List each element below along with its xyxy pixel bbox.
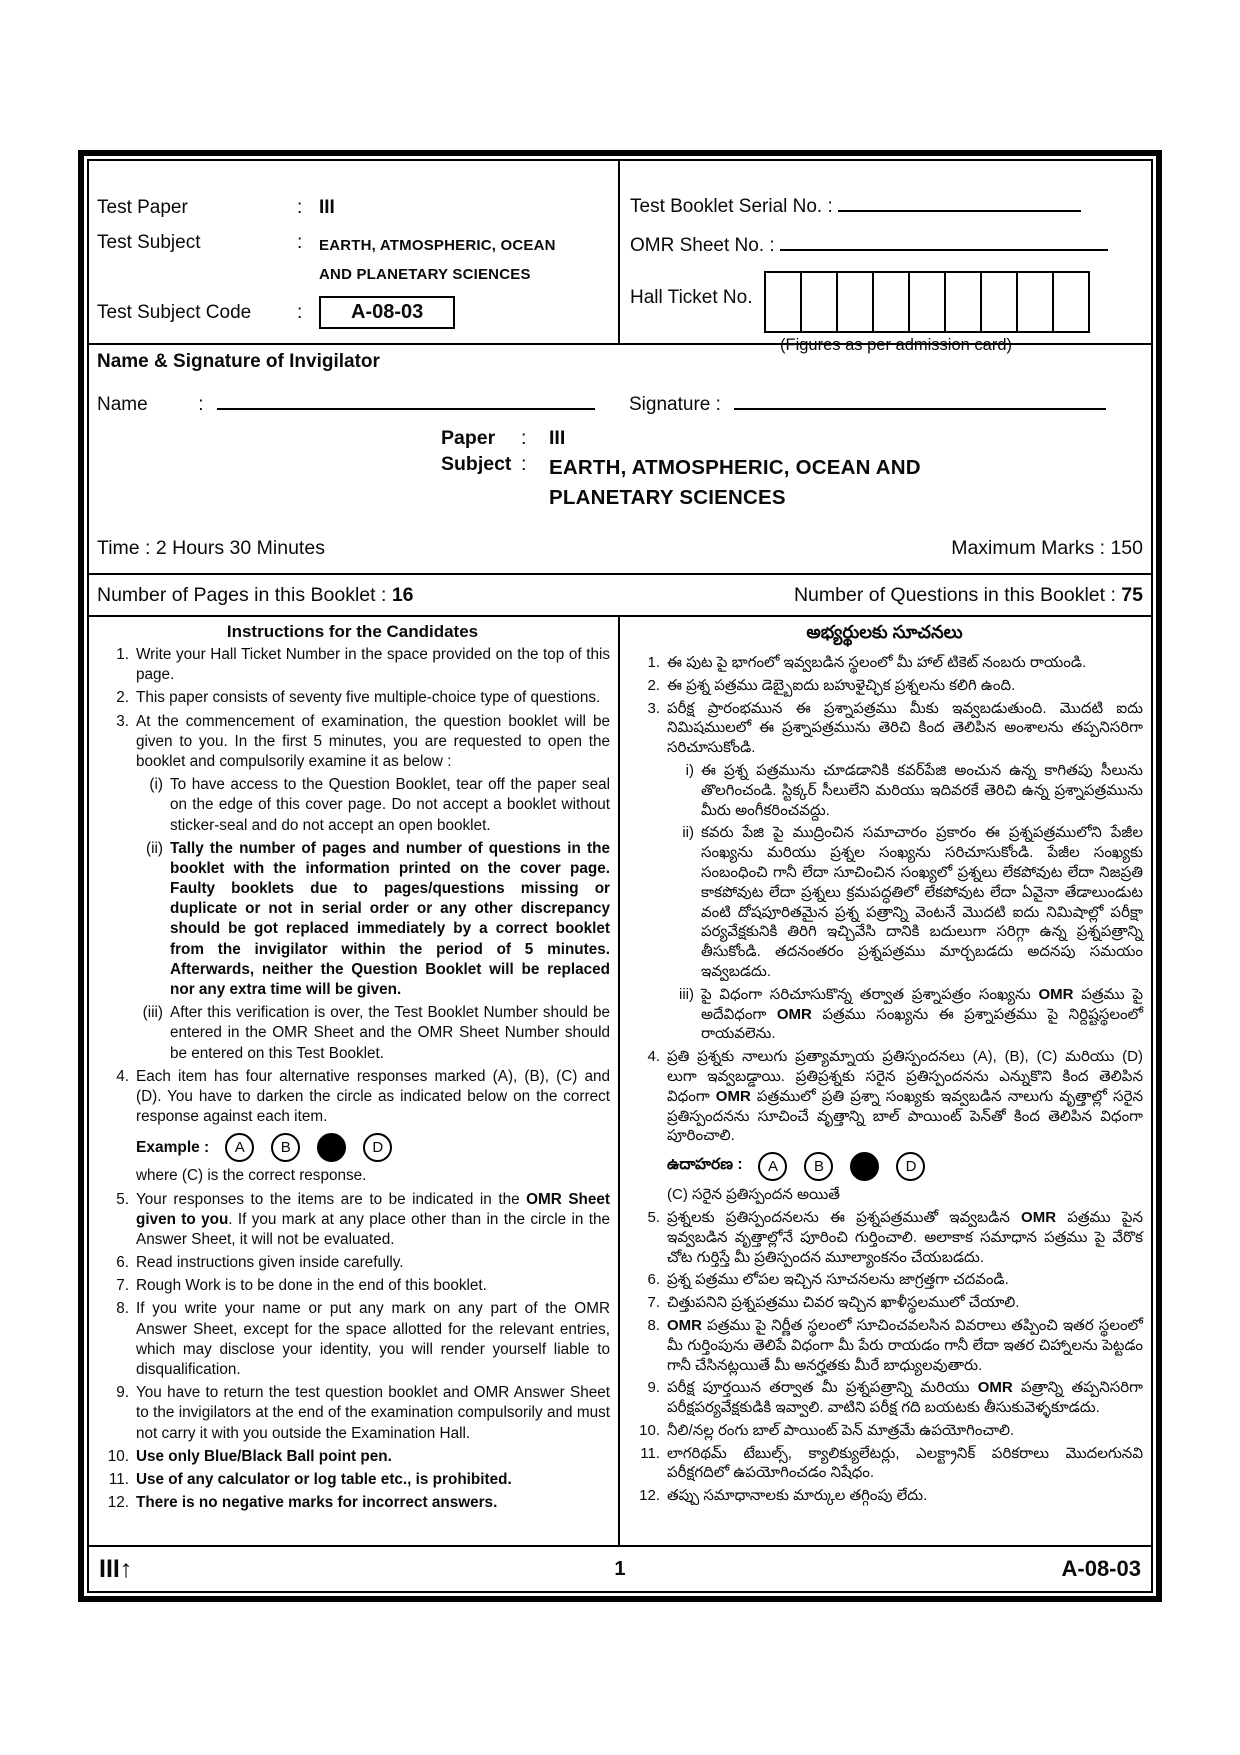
item-text: Use only Blue/Black Ball point pen.: [136, 1447, 392, 1465]
booklet-serial-blank-line: [838, 193, 1081, 212]
instruction-item: [95, 1299, 610, 1380]
item-text: After this verification is over, the Test Booklet Number should be entered in the OMR Sheet and the OMR Sheet Number should be entered on this Test Booklet.: [170, 1004, 610, 1062]
pages-questions-row: [89, 573, 1151, 617]
test-subject-code-row: [97, 302, 614, 329]
item-number: 8.: [647, 1316, 660, 1334]
test-subject-label: Test Subject: [97, 232, 201, 253]
instruction-item: [95, 1447, 610, 1467]
omr-sheet-no-row: [630, 232, 1143, 257]
test-subject-code-box: [319, 296, 455, 329]
instruction-item: [626, 653, 1143, 673]
item-text: తప్పు సమాధానాలకు మార్కుల తగ్గింపు లేదు.: [667, 1487, 928, 1505]
item-number: 12.: [107, 1494, 129, 1512]
instruction-item: [95, 712, 610, 773]
option-circle-d: D: [363, 1133, 392, 1162]
instruction-item: [95, 1493, 610, 1513]
item-number: 3.: [647, 699, 660, 717]
signature-blank-line: [734, 391, 1106, 410]
hall-ticket-cell: [874, 273, 910, 331]
instruction-item: [626, 1378, 1143, 1418]
item-number: [626, 1185, 667, 1205]
item-text: There is no negative marks for incorrect answers.: [136, 1494, 498, 1512]
subject-value-line1: EARTH, ATMOSPHERIC, OCEAN AND: [549, 456, 921, 479]
item-text: కవరు పేజి పై ముద్రించిన సమాచారం ప్రకారం ఈ ప్రశ్నపత్రములోని పేజీల సంఖ్యను మరియు ప్రశ్నల సంఖ్యను సరిచూసుకోండి. పేజీల సంఖ్యకు సంబంధించి గానీ లేదా సూచించిన సంఖ్యలో ప్రశ్నలు లేకపోవుట లేదా నిజప్రతి కాకపోవుట లేదా ప్రశ్నలు క్రమపద్ధతిలో లేకపోవుట లేదా ఏవైనా తేడాలుండుట వంటి దోషపూరితమైన ప్రశ్న పత్రాన్ని వెంటనే మొదటి ఐదు నిమిషాల్లో పరీక్షా పర్యవేక్షకునికి తిరిగి ఇచ్చివేసి దానికి బదులుగా సరిగ్గా ఉన్న ప్రశ్నపత్రాన్ని తీసుకోండి. తదనంతరం ప్రశ్నపత్రము మార్చబడదు అదనపు సమయం ఇవ్వబడదు.: [701, 824, 1143, 980]
item-number: 6.: [647, 1271, 660, 1289]
item-text: Read instructions given inside carefully.: [136, 1254, 404, 1272]
option-circle-b: B: [271, 1133, 300, 1162]
pages-count-text: Number of Pages in this Booklet : 16: [97, 583, 414, 606]
item-number: 7.: [647, 1294, 660, 1312]
option-circle-b: B: [804, 1152, 833, 1181]
booklet-cover-sheet: [78, 150, 1162, 1602]
item-number: 4.: [116, 1067, 129, 1085]
item-number: 12.: [639, 1487, 660, 1505]
colon: :: [198, 394, 204, 415]
time-marks-row: [97, 537, 1143, 560]
instruction-item: [95, 1067, 610, 1128]
colon: :: [297, 197, 303, 218]
omr-sheet-no-label: OMR Sheet No. :: [630, 235, 775, 256]
instructions-section: [89, 617, 1151, 1545]
booklet-serial-label: Test Booklet Serial No. :: [630, 196, 833, 217]
booklet-serial-row: [630, 193, 1143, 218]
test-subject-value-line2: AND PLANETARY SCIENCES: [319, 265, 531, 283]
hall-ticket-cell: [946, 273, 982, 331]
invigilator-title: Name & Signature of Invigilator: [97, 351, 380, 372]
item-text: Each item has four alternative responses marked (A), (B), (C) and (D). You have to darken the circle as indicated below on the correct response against each item.: [136, 1067, 610, 1126]
questions-count-value: 75: [1121, 583, 1143, 606]
item-number: 9.: [116, 1384, 129, 1402]
hall-ticket-cell: [982, 273, 1018, 331]
invigilator-signature-row: [629, 391, 1106, 416]
item-number: (iii): [142, 1004, 163, 1022]
test-subject-value-line1: EARTH, ATMOSPHERIC, OCEAN: [319, 237, 556, 254]
item-number: 11.: [108, 1470, 129, 1488]
instruction-item: [95, 1383, 610, 1444]
item-number: 6.: [116, 1254, 129, 1272]
item-text: At the commencement of examination, the question booklet will be given to you. In the first 5 minutes, you are requested to open the booklet and compulsorily examine it as below :: [136, 712, 610, 770]
footer-paper-mark: III↑: [99, 1554, 133, 1583]
instruction-item: [626, 1421, 1143, 1441]
header-section: [89, 161, 1151, 354]
name-blank-line: [217, 391, 595, 410]
item-number: 5.: [647, 1208, 660, 1226]
invigilator-section: [89, 345, 1151, 573]
test-paper-label: Test Paper: [97, 197, 188, 218]
item-text: where (C) is the correct response.: [136, 1167, 367, 1185]
item-text: (C) సరైన ప్రతిస్పందన అయితే: [667, 1186, 840, 1204]
item-text: Tally the number of pages and number of questions in the booklet with the information printed on the cover page. Faulty booklets due to pages/questions missing or duplicate or not in serial order or any other discrepancy should be got replaced immediately by a correct booklet from the invigilator within the period of 5 minutes. Afterwards, neither the Question Booklet will be replaced nor any extra time will be given.: [170, 839, 610, 998]
item-text: ఈ పుట పై భాగంలో ఇవ్వబడిన స్థలంలో మీ హాల్ టికెట్ నంబరు రాయండి.: [667, 654, 1087, 671]
hall-ticket-note: (Figures as per admission card): [780, 336, 1012, 354]
item-number: 1.: [116, 646, 129, 663]
item-number: 11.: [640, 1444, 660, 1462]
option-circle-c-filled: [850, 1152, 879, 1181]
instruction-item: [626, 1486, 1143, 1506]
item-number: (i): [149, 776, 163, 794]
hall-ticket-cell: [802, 273, 838, 331]
instruction-item: [656, 985, 1143, 1044]
footer-bar: [89, 1545, 1151, 1591]
omr-sheet-no-blank-line: [780, 232, 1108, 251]
colon: :: [297, 302, 303, 323]
item-text: ప్రశ్న పత్రము లోపల ఇచ్చిన సూచనలను జాగ్రత్తగా చదవండి.: [667, 1271, 1009, 1289]
instructions-heading: అభ్యర్థులకు సూచనలు: [806, 622, 963, 642]
instructions-english-column: [89, 617, 620, 1545]
test-subject-value: [319, 232, 556, 289]
item-number: 2.: [647, 676, 660, 694]
item-text: This paper consists of seventy five multiple-choice type of questions.: [136, 689, 601, 707]
colon: :: [521, 453, 527, 475]
subject-value-line2: PLANETARY SCIENCES: [549, 485, 786, 509]
item-number: i): [685, 761, 694, 779]
name-label: Name: [97, 394, 148, 415]
test-subject-code-label: Test Subject Code: [97, 302, 252, 323]
instruction-item: [626, 1270, 1143, 1290]
item-text: You have to return the test question booklet and OMR Answer Sheet to the invigilators at the end of the examination compulsorily and must not carry it with you outside the Examination Hall.: [136, 1384, 610, 1442]
instruction-item: [626, 676, 1143, 696]
hall-ticket-cell: [838, 273, 874, 331]
instruction-item: [125, 839, 610, 1001]
item-number: 9.: [647, 1379, 660, 1397]
option-circle-a: A: [225, 1133, 254, 1162]
instruction-item: [626, 1185, 1143, 1205]
item-text: ఈ ప్రశ్న పత్రము డెబ్బైఐదు బహుళైచ్ఛిక ప్రశ్నలను కలిగి ఉంది.: [667, 676, 1016, 694]
option-circle-c-filled: [317, 1133, 346, 1162]
instruction-item: [125, 1003, 610, 1064]
item-number: 1.: [647, 654, 660, 671]
item-text: Rough Work is to be done in the end of this booklet.: [136, 1277, 487, 1295]
invigilator-name-row: [97, 391, 595, 416]
item-number: 10.: [107, 1447, 129, 1465]
instructions-heading: Instructions for the Candidates: [226, 622, 479, 641]
instruction-item: [95, 1190, 610, 1251]
page-number: 1: [614, 1557, 626, 1580]
instruction-item: [95, 1276, 610, 1296]
instruction-item: [656, 823, 1143, 981]
item-number: 10.: [639, 1421, 660, 1439]
time-text: Time : 2 Hours 30 Minutes: [97, 537, 325, 559]
item-text: ఈ ప్రశ్న పత్రమును చూడడానికి కవర్‌పేజి అంచున ఉన్న కాగితపు సీలును తొలగించండి. స్టిక్కర్ సీలులేని మరియు ఇదివరకే తెరిచి ఉన్న ప్రశ్నాపత్రమును మీరు అంగీకరించవద్దు.: [701, 761, 1143, 819]
hall-ticket-cell: [1054, 273, 1088, 331]
colon: :: [521, 427, 527, 449]
example-row: [136, 1133, 610, 1162]
example-row: [667, 1152, 1143, 1181]
item-text: OMR పత్రము పై నిర్ణీత స్థలంలో సూచించవలసిన వివరాలు తప్పించి ఇతర స్థలంలో మీ గుర్తింపును తెలిపే విధంగా మీ పేరు రాయడం గానీ లేదా ఇతర చిహ్నాలను పెట్టడం గానీ చేసినట్లయితే మీ అనర్హతకు మీరే బాధ్యులవుతారు.: [667, 1316, 1143, 1374]
subject-row: [441, 453, 921, 512]
item-text: లాగరిథమ్ టేబుల్స్, క్యాలిక్యులేటర్లు, ఎలక్ట్రానిక్ పరికరాలు మొదలగునవి పరీక్షగదిలో ఉపయోగించడం నిషేధం.: [667, 1444, 1143, 1482]
item-number: 7.: [116, 1277, 129, 1295]
item-number: 4.: [647, 1048, 660, 1066]
instructions-telugu-column: [620, 617, 1151, 1545]
example-label: Example :: [136, 1138, 210, 1156]
maximum-marks-text: Maximum Marks : 150: [951, 537, 1143, 559]
hall-ticket-cell: [910, 273, 946, 331]
item-text: If you write your name or put any mark on any part of the OMR Answer Sheet, except for the space allotted for the relevant entries, which may disclose your identity, you will render yourself liable to disqualification.: [136, 1300, 610, 1378]
hall-ticket-cell: [1018, 273, 1054, 331]
item-text: పరీక్ష ప్రారంభమున ఈ ప్రశ్నాపత్రము మీకు ఇవ్వబడుతుంది. మొదటి ఐదు నిమిషములలో ఈ ప్రశ్నాపత్రమును తెరిచి కింద తెలిపిన అంశాలను తప్పనిసరిగా సరిచూసుకోండి.: [667, 699, 1143, 757]
item-text: Your responses to the items are to be indicated in the OMR Sheet given to you. If you mark at any place other than in the circle in the Answer Sheet, it will not be evaluated.: [136, 1190, 610, 1248]
questions-count-text: Number of Questions in this Booklet : 75: [793, 583, 1143, 606]
subject-value: [549, 453, 921, 512]
instruction-item: [626, 699, 1143, 758]
subject-label: Subject: [441, 453, 512, 475]
item-text: చిత్తుపనిని ప్రశ్నపత్రము చివర ఇచ్చిన ఖాళీస్థలములో చేయాలి.: [667, 1294, 1020, 1312]
pages-count-value: 16: [391, 583, 414, 606]
signature-label: Signature :: [629, 394, 721, 415]
instruction-item: [95, 1166, 610, 1186]
instruction-item: [95, 688, 610, 708]
instruction-item: [626, 1293, 1143, 1313]
option-circle-a: A: [758, 1152, 787, 1181]
item-number: 2.: [116, 689, 129, 707]
option-circle-d: D: [896, 1152, 925, 1181]
item-number: 5.: [116, 1190, 129, 1208]
header-right-column: [620, 161, 1151, 354]
item-number: ii): [682, 824, 694, 842]
header-left-column: [89, 161, 620, 343]
test-subject-code-value: A-08-03: [351, 301, 424, 323]
instruction-item: [626, 1047, 1143, 1146]
item-text: నీలి/నల్ల రంగు బాల్ పాయింట్ పెన్ మాత్రమే ఉపయోగించాలి.: [667, 1421, 1015, 1439]
item-number: [95, 1166, 136, 1186]
instruction-item: [626, 1208, 1143, 1267]
test-paper-row: [97, 197, 614, 219]
hall-ticket-cell: [766, 273, 802, 331]
instruction-item: [626, 1316, 1143, 1375]
paper-value: III: [549, 427, 566, 449]
test-paper-value: III: [319, 197, 335, 218]
hall-ticket-grid: [764, 271, 1090, 333]
item-text: Write your Hall Ticket Number in the space provided on the top of this page.: [136, 646, 610, 684]
item-number: (ii): [146, 839, 163, 857]
instruction-item: [95, 1253, 610, 1273]
paper-row: [441, 427, 565, 450]
hall-ticket-label: Hall Ticket No.: [630, 287, 753, 308]
instruction-item: [656, 761, 1143, 820]
item-text: ప్రశ్నలకు ప్రతిస్పందనలను ఈ ప్రశ్నపత్రముతో ఇవ్వబడిన OMR పత్రము పైన ఇవ్వబడిన వృత్తాల్లోనే పూరించి గుర్తించాలి. అలాకాక సమాధాన పత్రము పై వేరొక చోట గుర్తిస్తే మీ ప్రతిస్పందన మూల్యాంకనం చేయబడదు.: [667, 1208, 1143, 1266]
item-number: iii): [679, 985, 694, 1003]
test-subject-row: [97, 232, 614, 289]
item-number: 3.: [116, 712, 129, 730]
item-text: పరీక్ష పూర్తయిన తర్వాత మీ ప్రశ్నపత్రాన్ని మరియు OMR పత్రాన్ని తప్పనిసరిగా పరీక్షపర్యవేక్షకుడికి ఇవ్వాలి. వాటిని పరీక్ష గది బయటకు తీసుకువెళ్ళకూడదు.: [667, 1379, 1143, 1417]
instruction-item: [95, 645, 610, 685]
example-label: ఉదాహరణ :: [667, 1156, 743, 1174]
footer-subject-code: A-08-03: [1061, 1556, 1141, 1581]
item-text: ప్రతి ప్రశ్నకు నాలుగు ప్రత్యామ్నాయ ప్రతిస్పందనలు (A), (B), (C) మరియు (D) లుగా ఇవ్వబడ్డాయి. ప్రతిప్రశ్నకు సరైన ప్రతిస్పందనను ఎన్నుకొని కింద తెలిపిన విధంగా OMR పత్రములో ప్రతి ప్రశ్నా సంఖ్యకు ఇవ్వబడిన నాలుగు వృత్తాల్లో సరైన ప్రతిస్పందనను సూచించే వృత్తాన్ని బాల్ పాయింట్ పెన్‌తో కింద తెలిపిన విధంగా పూరించాలి.: [667, 1048, 1144, 1145]
item-text: పై విధంగా సరిచూసుకొన్న తర్వాత ప్రశ్నాపత్రం సంఖ్యను OMR పత్రము పై అదేవిధంగా OMR పత్రము సంఖ్యను ఈ ప్రశ్నాపత్రము పై నిర్దిష్టస్థలంలో రాయవలెను.: [701, 985, 1144, 1043]
sheet-inner-frame: [87, 159, 1153, 1593]
item-text: Use of any calculator or log table etc., is prohibited.: [136, 1470, 512, 1488]
instruction-item: [95, 1470, 610, 1490]
colon: :: [297, 232, 303, 253]
item-text: To have access to the Question Booklet, tear off the paper seal on the edge of this cover page. Do not accept a booklet without sticker-seal and do not accept an open booklet.: [170, 776, 610, 834]
item-number: 8.: [116, 1300, 129, 1318]
instruction-item: [125, 775, 610, 836]
hall-ticket-row: [630, 271, 1143, 333]
paper-label: Paper: [441, 427, 496, 449]
instruction-item: [626, 1444, 1143, 1484]
